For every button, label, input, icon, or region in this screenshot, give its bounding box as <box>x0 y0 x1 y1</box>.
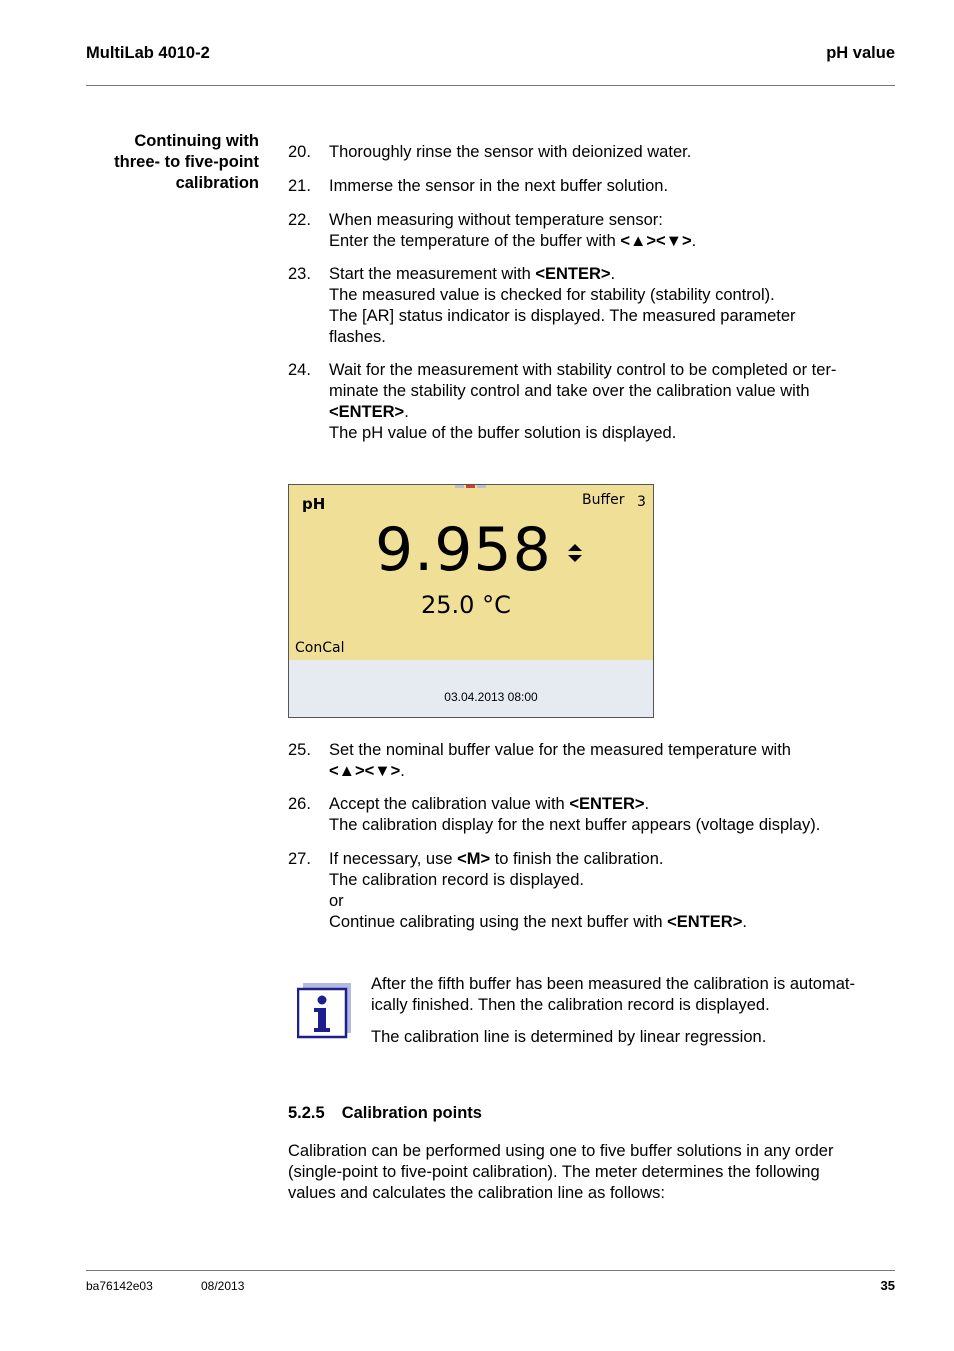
header-rule <box>86 85 895 86</box>
step-text: to finish the calibration. <box>490 850 664 868</box>
info-note <box>371 974 896 1048</box>
step-text-line <box>329 402 889 423</box>
step-text: The calibration display for the next buffer appears (voltage display). <box>329 816 821 834</box>
display-value: 9.958 <box>375 515 552 585</box>
step-text-line <box>329 849 889 870</box>
step-number: 25. <box>288 741 311 759</box>
section-title: Calibration points <box>341 1104 482 1122</box>
meter-display <box>288 484 654 718</box>
step-text: Accept the calibration value with <box>329 795 570 813</box>
step-number: 27. <box>288 850 311 868</box>
step-text-line <box>329 912 889 933</box>
step-text: The [AR] status indicator is displayed. The measured parameter <box>329 307 796 325</box>
step-text: Immerse the sensor in the next buffer solution. <box>329 177 669 195</box>
sidebar-heading-line: Continuing with <box>134 132 259 150</box>
step-text: If necessary, use <box>329 850 458 868</box>
header-title: MultiLab 4010-2 <box>86 44 210 62</box>
step-number: 26. <box>288 795 311 813</box>
body-text: Calibration can be performed using one to five buffer solutions in any order <box>288 1142 834 1160</box>
step-text: The calibration record is displayed. <box>329 871 584 889</box>
up-down-arrow-icon <box>567 543 583 568</box>
display-buffer-label: Buffer <box>582 492 625 508</box>
key-enter: <ENTER> <box>569 795 645 813</box>
step-text-line <box>329 761 889 782</box>
step-text: . <box>610 265 616 283</box>
display-datetime: 03.04.2013 08:00 <box>444 690 538 704</box>
key-enter: <ENTER> <box>329 403 405 421</box>
step-number: 21. <box>288 177 311 195</box>
display-mode: ConCal <box>295 640 345 656</box>
step-number: 23. <box>288 265 311 283</box>
section-number: 5.2.5 <box>288 1104 325 1122</box>
step-text: . <box>400 762 405 780</box>
note-text: ically finished. Then the calibration record is displayed. <box>371 996 770 1014</box>
step-text: The pH value of the buffer solution is displayed. <box>329 424 677 442</box>
key-arrows: <▲><▼> <box>620 232 692 250</box>
step-text: When measuring without temperature sensor: <box>329 211 663 229</box>
step-text: . <box>404 403 409 421</box>
status-indicator-icon <box>455 485 487 489</box>
display-buffer-number: 3 <box>637 494 646 510</box>
step-text-line <box>329 231 889 252</box>
step-text: or <box>329 892 344 910</box>
info-icon <box>297 983 351 1039</box>
step-text: Wait for the measurement with stability control to be completed or ter- <box>329 361 837 379</box>
note-text: The calibration line is determined by linear regression. <box>371 1028 767 1046</box>
footer-date: 08/2013 <box>201 1279 245 1293</box>
key-m: <M> <box>457 850 491 868</box>
step-text-line <box>329 794 889 815</box>
step-text-line <box>329 264 889 285</box>
key-enter: <ENTER> <box>535 265 611 283</box>
key-enter: <ENTER> <box>667 913 743 931</box>
step-text: The measured value is checked for stability (stability control). <box>329 286 775 304</box>
step-number: 24. <box>288 361 311 379</box>
step-text: Set the nominal buffer value for the measured temperature with <box>329 741 791 759</box>
page-number: 35 <box>880 1278 895 1293</box>
step-text: Enter the temperature of the buffer with <box>329 232 621 250</box>
step-text: Start the measurement with <box>329 265 536 283</box>
step-text: minate the stability control and take over the calibration value with <box>329 382 810 400</box>
step-text: Thoroughly rinse the sensor with deionized water. <box>329 143 692 161</box>
body-text: values and calculates the calibration line as follows: <box>288 1184 665 1202</box>
sidebar-heading <box>86 131 259 194</box>
display-status-area <box>289 660 653 717</box>
header-section: pH value <box>826 44 895 62</box>
body-text: (single-point to five-point calibration). The meter determines the following <box>288 1163 820 1181</box>
display-parameter: pH <box>302 495 326 513</box>
step-text: . <box>644 795 650 813</box>
footer-rule <box>86 1270 895 1271</box>
step-number: 20. <box>288 143 311 161</box>
step-text: Continue calibrating using the next buffer with <box>329 913 668 931</box>
display-temperature: 25.0 °C <box>421 591 511 619</box>
sidebar-heading-line: three- to five-point <box>114 153 259 171</box>
sidebar-heading-line: calibration <box>175 174 259 192</box>
section-heading <box>288 1104 482 1123</box>
step-text: . <box>691 232 697 250</box>
step-number: 22. <box>288 211 311 229</box>
section-body <box>288 1141 888 1204</box>
step-text: . <box>742 913 747 931</box>
step-text: flashes. <box>329 328 386 346</box>
footer-doc-id: ba76142e03 <box>86 1279 153 1293</box>
note-text: After the fifth buffer has been measured the calibration is automat- <box>371 975 855 993</box>
key-arrows: <▲><▼> <box>329 762 401 780</box>
